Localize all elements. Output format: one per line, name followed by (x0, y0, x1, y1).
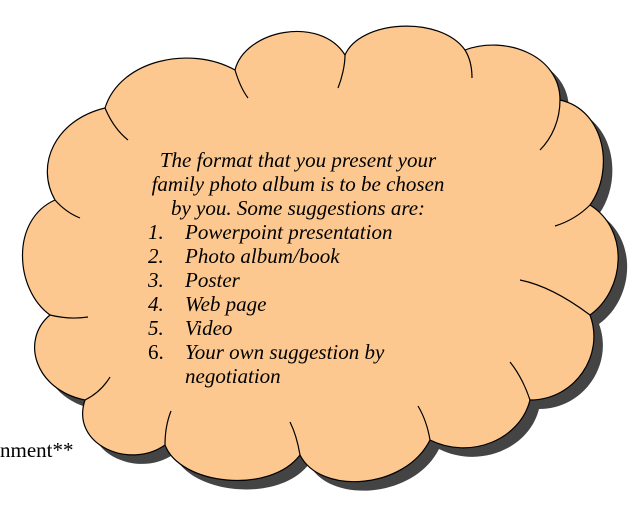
list-item-number: 3. (148, 268, 164, 292)
list-item (108, 364, 488, 388)
list-item-number: 5. (148, 316, 164, 340)
list-item-text: Photo album/book (185, 244, 340, 268)
list-item-text: Your own suggestion by (185, 340, 385, 364)
list-item-text: Video (185, 316, 233, 340)
list-item-number: 4. (148, 292, 164, 316)
cloud-text-box (108, 148, 488, 406)
cloud-intro (108, 148, 488, 220)
background-document-text: nment** (0, 438, 74, 462)
list-item-text: Web page (185, 292, 267, 316)
intro-line: The format that you present your (159, 148, 437, 172)
list-item-text: Powerpoint presentation (185, 220, 393, 244)
intro-line: by you. Some suggestions are: (170, 196, 426, 220)
list-item-text: negotiation (185, 364, 281, 388)
list-item (108, 292, 488, 316)
list-item-number: 1. (148, 220, 164, 244)
list-item-number: 6. (148, 340, 164, 364)
list-item (108, 244, 488, 268)
list-item (108, 340, 488, 364)
list-item (108, 316, 488, 340)
suggestion-list (108, 220, 488, 388)
list-item (108, 220, 488, 244)
list-item-text: Poster (185, 268, 240, 292)
intro-line: family photo album is to be chosen (151, 172, 445, 196)
list-item-number: 2. (148, 244, 164, 268)
list-item (108, 268, 488, 292)
